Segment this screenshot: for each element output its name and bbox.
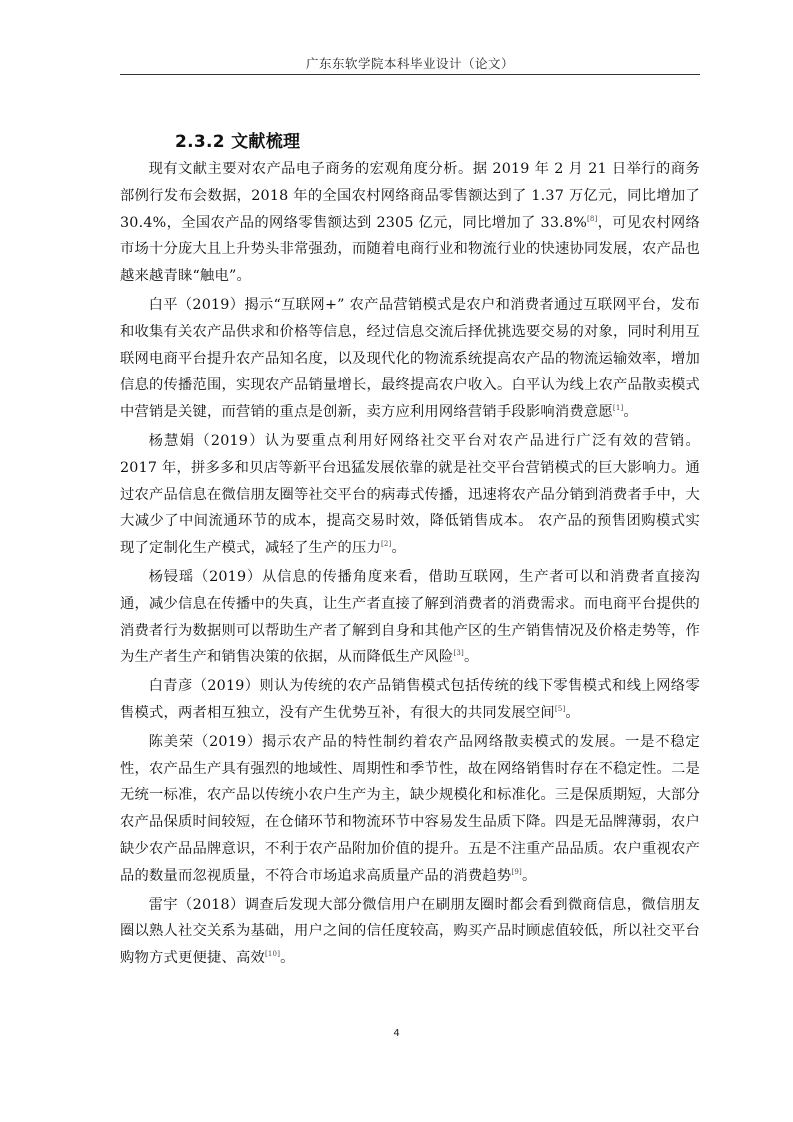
citation-mark: [1] xyxy=(612,404,624,413)
section-heading: 2.3.2 文献梳理 xyxy=(175,132,301,152)
paragraph-text-tail: 。 xyxy=(391,540,406,557)
paragraph-text: 雷宇（2018）调查后发现大部分微信用户在刷朋友圈时都会看到微商信息，微信朋友圈以熟人社交关系为基础，用户之间的信任度较高，购买产品时顾虑值较低，所以社交平台购物方式更便捷、高效 xyxy=(120,896,700,967)
page-header: 广东东软学院本科毕业设计（论文） xyxy=(305,56,514,71)
paragraph-text-tail: ，可见农村网络市场十分庞大且上升势头非常强劲，而随着电商行业和物流行业的快速协同发展，农产品也越来越青睐“触电”。 xyxy=(120,214,700,285)
paragraph xyxy=(120,673,700,727)
paragraph xyxy=(120,564,700,671)
citation-mark: [9] xyxy=(511,867,522,876)
paragraph-text-tail: 。 xyxy=(565,704,580,721)
paragraph-text-tail: 。 xyxy=(463,649,479,666)
header-divider xyxy=(120,74,700,75)
citation-mark: [5] xyxy=(554,705,566,714)
paragraph-text: 陈美荣（2019）揭示农产品的特性制约着农产品网络散卖模式的发展。一是不稳定性，农产品生产具有强烈的地域性、周期性和季节性，故在网络销售时存在不稳定性。二是无统一标准，农产品以传统小农户生产为主，缺少规模化和标准化。三是保质期短，大部分农产品保质时间较短，在仓储环节和物流环节中容易发生品质下降。四是无品牌薄弱，农户缺少农产品品牌意识，不利于农产品附加价值的提升。五是不注重产品品质。农户重视农产品的数量而忽视质量，不符合市场追求高质量产品的消费趋势 xyxy=(120,733,700,884)
paragraph xyxy=(120,292,700,426)
paragraph-text: 白平（2019）揭示“互联网+” 农产品营销模式是农户和消费者通过互联网平台，发布和收集有关农产品供求和价格等信息，经过信息交流后择优挑选要交易的对象，同时利用互联网电商平台提升农产品知名度，以及现代化的物流系统提高农产品的物流运输效率，增加信息的传播范围，实现农产品销量增长，最终提高农户收入。白平认为线上农产品散卖模式中营销是关键，而营销的重点是创新，卖方应利用网络营销手段影响消费意愿 xyxy=(120,296,700,421)
citation-mark: [8] xyxy=(586,214,598,223)
paragraph-text-tail: 。 xyxy=(521,867,537,884)
citation-mark: [3] xyxy=(453,649,464,658)
paragraph xyxy=(120,729,700,890)
body-text xyxy=(120,156,700,974)
citation-mark: [2] xyxy=(380,540,392,549)
page-number: 4 xyxy=(393,1028,400,1039)
paragraph-text: 杨锓瑶（2019）从信息的传播角度来看，借助互联网，生产者可以和消费者直接沟通，减少信息在传播中的失真，让生产者直接了解到消费者的消费需求。而电商平台提供的消费者行为数据则可以帮助生产者了解到自身和其他产区的生产销售情况及价格走势等，作为生产者生产和销售决策的依据，从而降低生产风险 xyxy=(120,568,700,666)
citation-mark: [10] xyxy=(264,950,281,959)
paragraph xyxy=(120,428,700,562)
paragraph-text-tail: 。 xyxy=(623,404,638,421)
paragraph xyxy=(120,156,700,290)
paragraph-text: 杨慧娟（2019）认为要重点利用好网络社交平台对农产品进行广泛有效的营销。2017 年，拼多多和贝店等新平台迅猛发展依靠的就是社交平台营销模式的巨大影响力。通过农产品信息在微信朋友圈等社交平台的病毒式传播，迅速将农产品分销到消费者手中，大大减少了中间流通环节的成本，提高交易时效，降低销售成本。 农产品的预售团购模式实现了定制化生产模式，减轻了生产的压力 xyxy=(120,432,700,557)
paragraph-text: 现有文献主要对农产品电子商务的宏观角度分析。据 2019 年 2 月 21 日举行的商务部例行发布会数据，2018 年的全国农村网络商品零售额达到了 1.37 万亿元，同比增加了 30.4%，全国农产品的网络零售额达到 2305 亿元，同比增加了 33.8% xyxy=(120,161,700,231)
paragraph xyxy=(120,892,700,972)
paragraph-text: 白青彦（2019）则认为传统的农产品销售模式包括传统的线下零售模式和线上网络零售模式，两者相互独立，没有产生优势互补，有很大的共同发展空间 xyxy=(120,678,700,721)
paragraph-text-tail: 。 xyxy=(280,950,295,967)
